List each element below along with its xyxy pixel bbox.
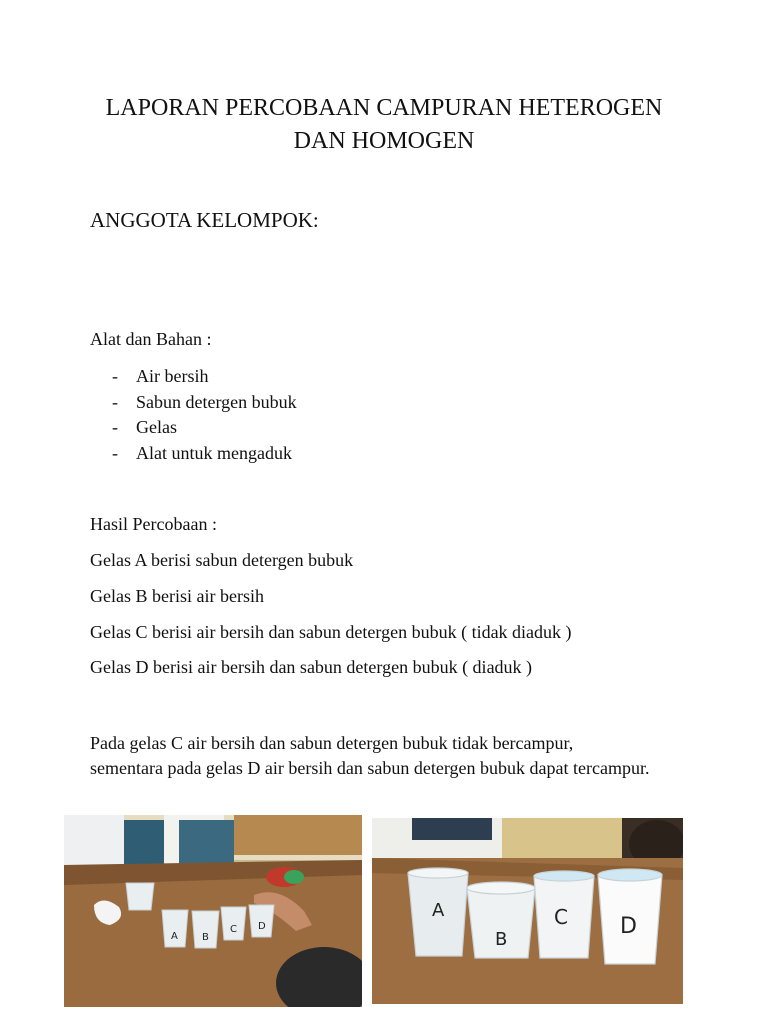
tool-item-label: Air bersih — [136, 366, 209, 386]
document-title — [0, 92, 768, 158]
list-item: - Sabun detergen bubuk — [112, 391, 297, 412]
tool-item-label: Gelas — [136, 417, 177, 437]
title-line-2: DAN HOMOGEN — [293, 128, 475, 154]
list-item: - Air bersih — [112, 366, 209, 386]
experiment-photo-right — [372, 818, 683, 1004]
tool-item-label: Alat untuk mengaduk — [136, 442, 292, 463]
title-line-1: LAPORAN PERCOBAAN CAMPURAN HETEROGEN — [105, 95, 663, 121]
results-heading: Hasil Percobaan : — [90, 514, 217, 534]
members-heading: ANGGOTA KELOMPOK: — [90, 208, 319, 232]
left-cup-label-a: A — [171, 931, 178, 942]
result-line-b: Gelas B berisi air bersih — [90, 586, 264, 606]
conclusion-paragraph: Pada gelas C air bersih dan sabun detergen bubuk tidak bercampur, sementara pada gelas D air bersih dan sabun detergen bubuk dapat tercampur. — [90, 733, 650, 778]
left-cup-label-c: C — [230, 924, 237, 935]
tool-item-label: Sabun detergen bubuk — [136, 391, 297, 412]
right-cup-label-a: A — [432, 900, 445, 921]
result-line-d: Gelas D berisi air bersih dan sabun detergen bubuk ( diaduk ) — [90, 657, 533, 677]
tools-heading: Alat dan Bahan : — [90, 329, 212, 349]
result-line-a: Gelas A berisi sabun detergen bubuk — [90, 550, 354, 570]
right-cup-label-d: D — [620, 914, 637, 939]
left-cup-label-d: D — [258, 921, 266, 932]
list-item: - Alat untuk mengaduk — [112, 442, 292, 463]
list-item: - Gelas — [112, 417, 177, 437]
right-cup-label-b: B — [495, 929, 508, 950]
result-line-c: Gelas C berisi air bersih dan sabun detergen bubuk ( tidak diaduk ) — [90, 622, 572, 642]
experiment-photo-left — [64, 815, 362, 1007]
right-cup-label-c: C — [554, 905, 568, 929]
tools-list — [112, 365, 297, 467]
left-cup-label-b: B — [202, 932, 209, 943]
